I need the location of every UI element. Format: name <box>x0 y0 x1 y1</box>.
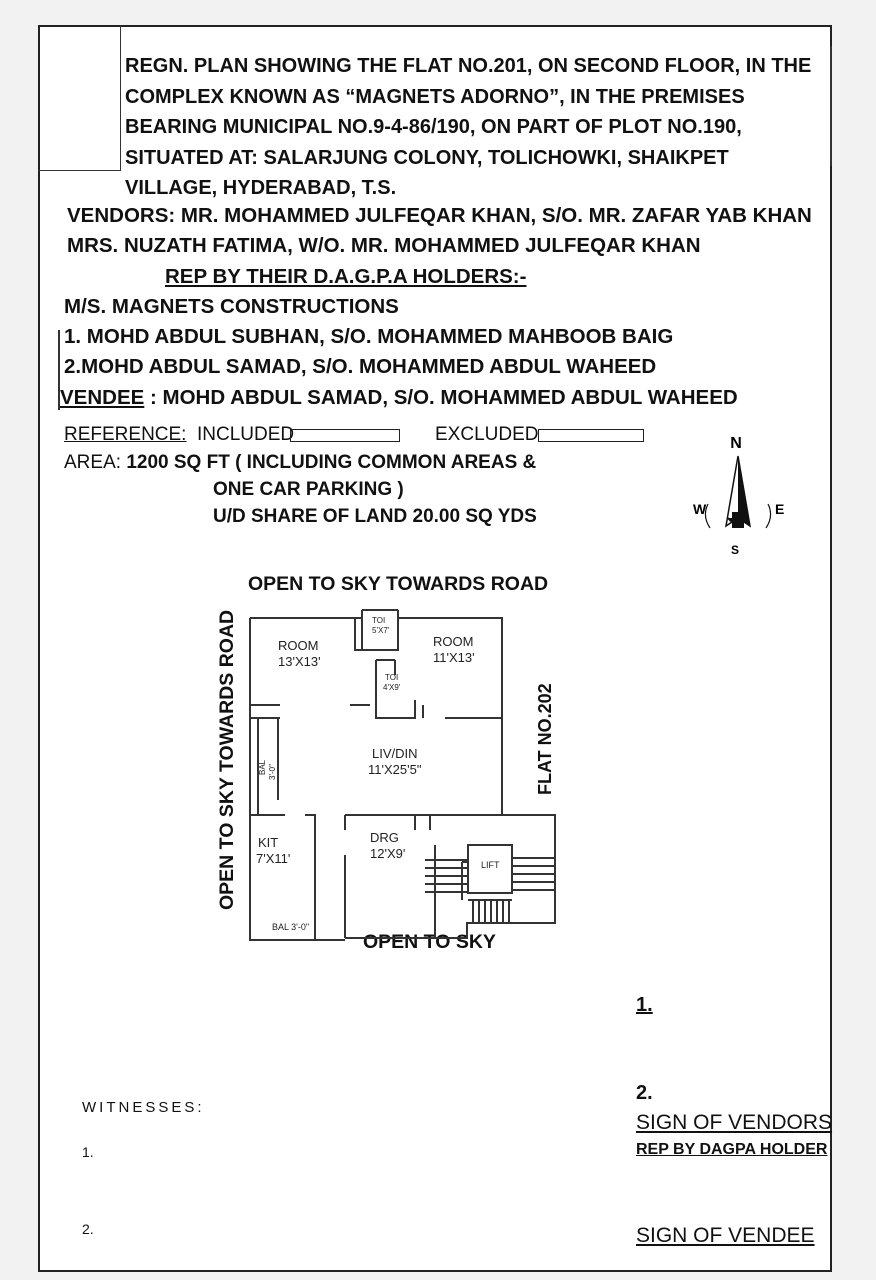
holder-2: 2.MOHD ABDUL SAMAD, S/O. MOHAMMED ABDUL WAHEED <box>64 355 657 378</box>
sign-of-vendors: SIGN OF VENDORS <box>636 1111 833 1134</box>
livdin-size: 11'X25'5" <box>368 762 422 777</box>
witness-2: 2. <box>82 1221 94 1237</box>
vendee-line <box>60 388 738 409</box>
room2-size: 11'X13' <box>433 650 475 665</box>
compass-icon <box>680 430 790 560</box>
reference-excluded: EXCLUDED <box>435 424 539 445</box>
title-line: VILLAGE, HYDERABAD, T.S. <box>125 177 397 199</box>
kit-name: KIT <box>258 835 279 850</box>
witnesses-label: WITNESSES: <box>82 1099 205 1116</box>
vendor-sign-2: 2. <box>636 1082 653 1104</box>
bal-side-size: 3'-0" <box>268 764 277 780</box>
included-swatch <box>290 429 400 442</box>
compass-e: E <box>775 501 785 517</box>
title-block <box>125 51 811 204</box>
compass-s: S <box>730 543 740 557</box>
witness-1: 1. <box>82 1144 94 1160</box>
compass-w: W <box>693 501 707 517</box>
title-line: SITUATED AT: SALARJUNG COLONY, TOLICHOWKI, SHAIKPET <box>125 146 729 169</box>
holder-1: 1. MOHD ABDUL SUBHAN, S/O. MOHAMMED MAHBOOB BAIG <box>64 325 674 348</box>
reference-label: REFERENCE: <box>64 424 187 445</box>
area-land-share: U/D SHARE OF LAND 20.00 SQ YDS <box>213 506 537 527</box>
plan-bottom-label: OPEN TO SKY <box>363 931 496 953</box>
area-parking: ONE CAR PARKING ) <box>213 479 404 500</box>
lift-label: LIFT <box>481 860 500 870</box>
kit-size: 7'X11' <box>256 851 291 866</box>
reference-included: INCLUDED <box>197 424 295 445</box>
plan-top-label: OPEN TO SKY TOWARDS ROAD <box>248 573 549 595</box>
vendor-sign-1: 1. <box>636 994 653 1016</box>
toi1-name: TOI <box>372 616 386 625</box>
rep-by-heading: REP BY THEIR D.A.G.P.A HOLDERS:- <box>165 265 527 288</box>
title-border <box>830 46 832 166</box>
area-label: AREA: <box>64 452 122 473</box>
livdin-name: LIV/DIN <box>372 746 418 761</box>
area-value: 1200 SQ FT ( INCLUDING COMMON AREAS & <box>126 452 537 473</box>
bal-side-name: BAL <box>258 759 267 775</box>
room2-name: ROOM <box>433 634 474 649</box>
title-line: REGN. PLAN SHOWING THE FLAT NO.201, ON SECOND FLOOR, IN THE <box>125 55 812 77</box>
vendee-label: VENDEE <box>60 386 145 409</box>
toi2-size: 4'X9' <box>383 683 401 692</box>
title-corner-box <box>38 25 121 171</box>
vendors-line2: MRS. NUZATH FATIMA, W/O. MR. MOHAMMED JULFEQAR KHAN <box>67 234 701 257</box>
plan-left-label: OPEN TO SKY TOWARDS ROAD <box>216 609 238 910</box>
drg-name: DRG <box>370 830 399 845</box>
plan-right-label: FLAT NO.202 <box>535 683 555 795</box>
toi1-size: 5'X7' <box>372 626 390 635</box>
title-line: BEARING MUNICIPAL NO.9-4-86/190, ON PART OF PLOT NO.190, <box>125 116 742 138</box>
vendors-line1: VENDORS: MR. MOHAMMED JULFEQAR KHAN, S/O. MR. ZAFAR YAB KHAN <box>67 204 812 227</box>
drg-size: 12'X9' <box>370 846 406 861</box>
sign-of-vendee: SIGN OF VENDEE <box>636 1224 815 1247</box>
toi2-name: TOI <box>385 673 399 682</box>
area-line <box>64 453 536 472</box>
floor-plan <box>240 600 570 945</box>
compass-n: N <box>730 435 742 452</box>
rep-by-dagpa: REP BY DAGPA HOLDER <box>636 1141 828 1158</box>
room1-size: 13'X13' <box>278 654 321 669</box>
room1-name: ROOM <box>278 638 319 653</box>
left-bracket-line <box>58 330 60 410</box>
company-name: M/S. MAGNETS CONSTRUCTIONS <box>64 295 399 318</box>
excluded-swatch <box>538 429 644 442</box>
title-line: COMPLEX KNOWN AS “MAGNETS ADORNO”, IN THE PREMISES <box>125 85 745 108</box>
bal-bottom-label: BAL 3'-0" <box>272 922 310 932</box>
vendee-value: : MOHD ABDUL SAMAD, S/O. MOHAMMED ABDUL WAHEED <box>150 386 738 409</box>
